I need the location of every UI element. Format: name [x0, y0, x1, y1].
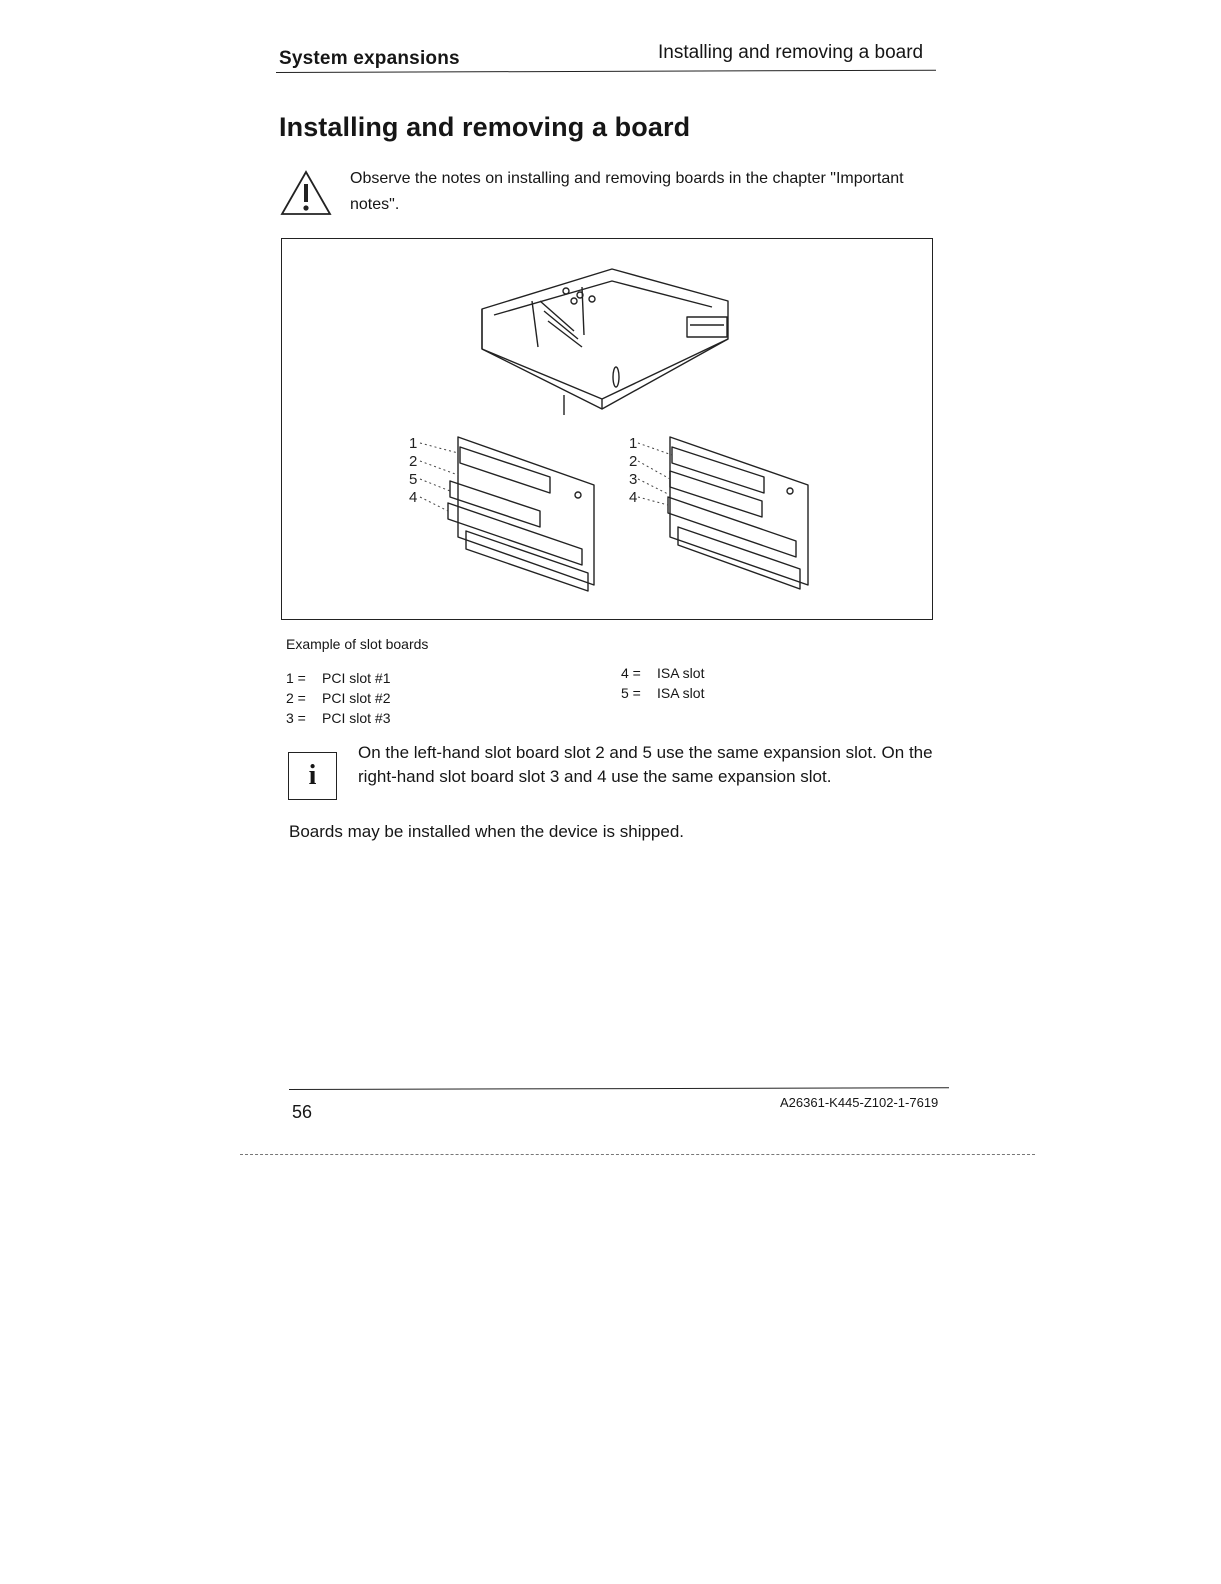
left-callout-5: 5	[409, 471, 418, 488]
left-callout-2: 2	[409, 453, 418, 470]
header-section-title: System expansions	[279, 48, 460, 69]
right-callout-3: 3	[629, 471, 638, 488]
warning-triangle-icon	[280, 170, 332, 216]
warning-text: Observe the notes on installing and removing boards in the chapter "Important notes".	[350, 170, 904, 213]
legend-label: ISA slot	[657, 665, 705, 681]
footer-divider	[289, 1087, 949, 1090]
legend-item	[286, 688, 390, 708]
info-note-text: On the left-hand slot board slot 2 and 5 use the same expansion slot. On the right-hand slot board slot 3 and 4 use the same expansion slot.	[358, 743, 933, 786]
legend-number: 5 =	[621, 685, 641, 701]
right-callout-2: 2	[629, 453, 638, 470]
legend-number: 1 =	[286, 670, 306, 686]
legend-item	[621, 663, 704, 683]
slot-boards-figure	[281, 238, 933, 620]
legend-label: PCI slot #2	[322, 690, 391, 706]
legend-right	[621, 663, 704, 703]
right-callout-1: 1	[629, 435, 638, 452]
chassis-drawing	[482, 269, 728, 415]
right-callout-4: 4	[629, 489, 638, 506]
page-number: 56	[292, 1102, 313, 1122]
scan-edge-line	[240, 1154, 1035, 1155]
left-slot-board-drawing	[448, 437, 594, 591]
legend-label: PCI slot #1	[322, 670, 391, 686]
info-icon: i	[288, 752, 337, 800]
body-paragraph: Boards may be installed when the device is shipped.	[289, 822, 685, 841]
legend-number: 3 =	[286, 710, 306, 726]
document-id: A26361-K445-Z102-1-7619	[780, 1095, 939, 1110]
legend-item	[286, 708, 390, 728]
legend-label: ISA slot	[657, 685, 705, 701]
legend-item	[621, 683, 704, 703]
figure-caption: Example of slot boards	[286, 636, 429, 652]
header-divider	[276, 70, 936, 73]
legend-label: PCI slot #3	[322, 710, 391, 726]
legend-item	[286, 668, 390, 688]
slot-boards-illustration	[282, 239, 934, 621]
left-callout-4: 4	[409, 489, 418, 506]
right-slot-board-drawing	[668, 437, 808, 589]
legend-number: 2 =	[286, 690, 306, 706]
legend-number: 4 =	[621, 665, 641, 681]
legend-left	[286, 668, 390, 728]
left-callout-1: 1	[409, 435, 418, 452]
header-topic: Installing and removing a board	[658, 42, 924, 63]
page-title: Installing and removing a board	[279, 112, 691, 142]
